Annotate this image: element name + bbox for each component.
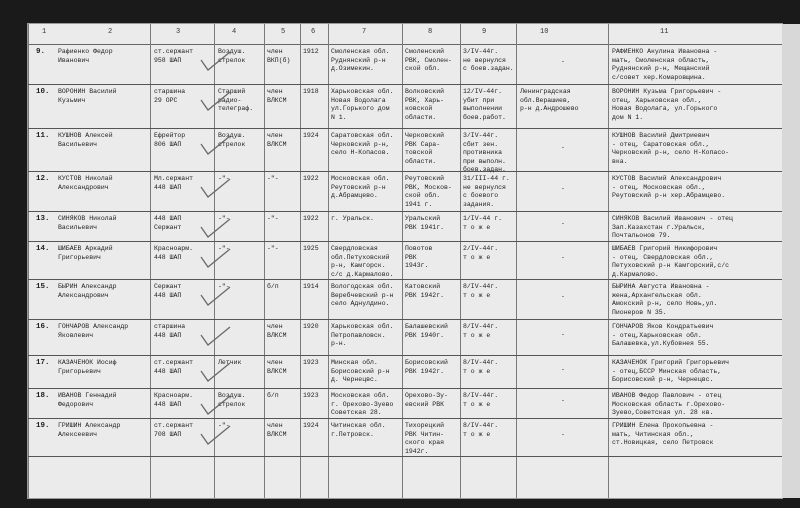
cell-place: -: [561, 331, 565, 338]
document-sheet: [28, 24, 782, 498]
cell-party: б/п: [267, 283, 279, 290]
cell-birth: Саратовская обл. Черковский р-н, село Н-Копасов.: [331, 132, 394, 156]
cell-rank: старшина 448 ШАП: [154, 323, 186, 339]
cell-num: 15.: [36, 283, 50, 291]
cell-post: -"-: [218, 422, 230, 429]
cell-rank: старшина 29 ОРС: [154, 88, 186, 104]
column-number: 11: [660, 28, 669, 36]
checkmark-icon: [198, 177, 234, 201]
cell-relatives: КУСТОВ Василий Александрович - отец, Московская обл., Реутовский р-н хер.Абрамцево.: [612, 175, 726, 199]
checkmark-icon: [198, 90, 234, 114]
table-row: [28, 171, 782, 212]
cell-name: ГРИШИН Александр Алексеевич: [58, 422, 121, 438]
checkmark-icon: [198, 394, 234, 418]
column-number: 1: [42, 28, 47, 36]
cell-year: 1920: [303, 323, 319, 330]
cell-birth: Читинская обл. г.Петровск.: [331, 422, 386, 438]
cell-year: 1925: [303, 245, 319, 252]
cell-party: член ВЛКСМ: [267, 88, 287, 104]
table-row: [28, 279, 782, 320]
cell-party: член ВКП(б): [267, 48, 291, 64]
cell-num: 9.: [36, 48, 46, 56]
checkmark-icon: [198, 325, 234, 349]
cell-relatives: ГОНЧАРОВ Яков Кондратьевич - отец,Харьковская обл. Балашевка,ул.Кубовнея 55.: [612, 323, 714, 347]
checkmark-icon: [198, 247, 234, 271]
cell-called: Борисовский РВК 1942г.: [405, 359, 448, 375]
cell-num: 13.: [36, 215, 50, 223]
cell-rank: Мл.сержант 448 ШАП: [154, 175, 194, 191]
table-row: [28, 241, 782, 280]
cell-year: 1923: [303, 359, 319, 366]
cell-place: -: [561, 293, 565, 300]
cell-rank: Красноарм. 448 ШАП: [154, 245, 194, 261]
cell-fate: 31/III-44 г. не вернулся с боевого задания.: [463, 175, 510, 208]
checkmark-icon: [198, 50, 234, 74]
cell-birth: Московская обл. Реутовский р-н д.Абрамцево.: [331, 175, 390, 199]
cell-name: ШИБАЕВ Аркадий Григорьевич: [58, 245, 113, 261]
cell-post: Старший радио- телеграф.: [218, 88, 254, 112]
cell-birth: Вологодская обл. Веребчевский р-н село Аднулдино.: [331, 283, 394, 307]
cell-relatives: БЫРИНА Августа Ивановна - жена,Архангельская обл. Амокский р-н, село Новь,ул. Пионеров N 35.: [612, 283, 718, 316]
cell-name: ИВАНОВ Геннадий Федорович: [58, 392, 117, 408]
cell-relatives: РАФИЕНКО Акулина Ивановна - мать, Смоленская область, Руднянский р-н, Мещанский с/совет хер.Комаровщина.: [612, 48, 718, 81]
cell-name: Рафиенко Федор Иванович: [58, 48, 113, 64]
cell-year: 1918: [303, 88, 319, 95]
column-number: 8: [428, 28, 433, 36]
cell-num: 17.: [36, 359, 50, 367]
cell-party: член ВЛКСМ: [267, 359, 287, 375]
cell-fate: 1/IV-44 г. т о ж е: [463, 215, 503, 231]
cell-rank: ст.сержант 958 ШАП: [154, 48, 194, 64]
cell-birth: Минская обл. Борисовский р-н д. Чернецвс.: [331, 359, 390, 383]
cell-post: -"-: [218, 245, 230, 252]
table-row: [28, 44, 782, 85]
cell-birth: г. Уральск.: [331, 215, 374, 222]
column-number: 10: [540, 28, 549, 36]
column-header-row: [28, 24, 782, 45]
cell-called: Волковский РВК, Харь- ковской области.: [405, 88, 445, 121]
cell-birth: Московская обл. г. Орехово-Зуево Советская 28.: [331, 392, 394, 416]
table-row: [28, 211, 782, 242]
cell-called: Катовский РВК 1942г.: [405, 283, 445, 299]
cell-fate: 8/IV-44г. т о ж е: [463, 422, 499, 438]
cell-birth: Смоленская обл. Руднянский р-н д.Озимекин.: [331, 48, 390, 72]
cell-relatives: КУШНОВ Василий Дмитриевич - отец, Саратовская обл., Черковский р-н, село Н-Копасо- вка.: [612, 132, 730, 165]
cell-called: Тихорецкий РВК Читин- ского края 1942г.: [405, 422, 445, 455]
cell-fate: 12/IV-44г. убит при выполнении боев.работ.: [463, 88, 506, 121]
cell-rank: Красноарм. 448 ШАП: [154, 392, 194, 408]
cell-relatives: КАЗАЧЕНОК Григорий Григорьевич - отец,БССР Минская область, Борисовский р-н, Чернецвс.: [612, 359, 730, 383]
cell-called: Балашевский РВК 1940г.: [405, 323, 448, 339]
cell-year: 1912: [303, 48, 319, 55]
cell-year: 1924: [303, 422, 319, 429]
cell-fate: 2/IV-44г. т о ж е: [463, 245, 499, 261]
cell-place: Ленинградская обл.Верашиев, р-н д.Андрошево: [520, 88, 579, 112]
cell-called: Черковский РВК Сара- товской области.: [405, 132, 445, 165]
cell-relatives: ВОРОНИН Кузьма Григорьевич - отец, Харьковская обл., Новая Водолага, ул.Горького дом N 1.: [612, 88, 722, 121]
cell-called: Смоленский РВК, Смолен- ской обл.: [405, 48, 452, 72]
cell-party: -"-: [267, 245, 279, 252]
cell-birth: Свердловская обл.Петуховский р-н, Камгорск. с/с д.Кармалово.: [331, 245, 394, 278]
cell-num: 16.: [36, 323, 50, 331]
cell-post: -"-: [218, 215, 230, 222]
cell-relatives: СИНЯКОВ Василий Иванович - отец Зап.Казахстан г.Уральск, Почтальонов 79.: [612, 215, 733, 239]
cell-party: член ВЛКСМ: [267, 323, 287, 339]
cell-rank: ст.сержант 708 ШАП: [154, 422, 194, 438]
table-row: [28, 355, 782, 389]
cell-place: -: [561, 220, 565, 227]
cell-relatives: ШИБАЕВ Григорий Никифорович - отец, Свердловская обл., Петуховский р-н Камгорский,с/с д.Кармалово.: [612, 245, 730, 278]
cell-party: член ВЛКСМ: [267, 422, 287, 438]
cell-fate: 3/IV-44г. не вернулся с боев.задан.: [463, 48, 514, 72]
cell-birth: Харьковская обл. Петропавловск. р-н.: [331, 323, 394, 347]
cell-place: -: [561, 365, 565, 373]
cell-place: -: [561, 397, 565, 404]
cell-party: б/п: [267, 392, 279, 399]
cell-party: -"-: [267, 175, 279, 182]
cell-birth: Харьковская обл. Новая Водолага ул.Горького дом N 1.: [331, 88, 394, 121]
cell-year: 1922: [303, 175, 319, 182]
cell-post: Воздуш. стрелок: [218, 48, 246, 64]
cell-name: ВОРОНИН Василий Кузьмич: [58, 88, 117, 104]
cell-place: -: [561, 143, 565, 151]
checkmark-icon: [198, 285, 234, 309]
cell-post: Воздуш. стрелок: [218, 132, 246, 148]
cell-fate: 8/IV-44г. т о ж е: [463, 359, 499, 375]
cell-rank: ст.сержант 448 ШАП: [154, 359, 194, 375]
cell-called: Реутовский РВК, Москов- ской обл. 1941 г.: [405, 175, 452, 208]
cell-called: Уральский РВК 1941г.: [405, 215, 445, 231]
cell-name: ГОНЧАРОВ Александр Яковлевич: [58, 323, 129, 339]
cell-name: КУСТОВ Николай Александрович: [58, 175, 113, 191]
cell-num: 12.: [36, 175, 50, 183]
cell-party: -"-: [267, 215, 279, 222]
cell-num: 14.: [36, 245, 50, 253]
cell-fate: 8/IV-44г. т о ж е: [463, 283, 499, 299]
cell-post: Воздуш. стрелок: [218, 392, 246, 408]
checkmark-icon: [198, 217, 234, 241]
cell-name: КАЗАЧЕНОК Иосиф Григорьевич: [58, 359, 117, 375]
cell-relatives: ГРИШИН Елена Прокопьевна - мать, Читинская обл., ст.Новицкая, село Петровск: [612, 422, 714, 446]
cell-place: -: [561, 185, 565, 192]
table-row: [28, 84, 782, 129]
column-number: 2: [108, 28, 113, 36]
cell-rank: 448 ШАП Сержант: [154, 215, 182, 231]
cell-year: 1922: [303, 215, 319, 222]
cell-num: 11.: [36, 132, 50, 140]
checkmark-icon: [198, 361, 234, 385]
cell-fate: 8/IV-44г. т о ж е: [463, 392, 499, 408]
cell-year: 1924: [303, 132, 319, 139]
cell-name: КУШНОВ Алексей Васильевич: [58, 132, 113, 148]
table-row: [28, 418, 782, 457]
cell-year: 1914: [303, 283, 319, 290]
cell-num: 19.: [36, 422, 50, 430]
column-number: 7: [362, 28, 367, 36]
cell-rank: Сержант 448 ШАП: [154, 283, 182, 299]
cell-fate: 8/IV-44г. т о ж е: [463, 323, 499, 339]
cell-place: -: [561, 431, 565, 438]
table-row: [28, 388, 782, 419]
checkmark-icon: [198, 134, 234, 158]
column-number: 9: [482, 28, 487, 36]
cell-post: -"-: [218, 175, 230, 182]
checkmark-icon: [198, 424, 234, 448]
cell-name: БЫРИН Александр Александрович: [58, 283, 117, 299]
table-row: [28, 128, 782, 172]
cell-party: член ВЛКСМ: [267, 132, 287, 148]
cell-post: -"-: [218, 283, 230, 290]
cell-relatives: ИВАНОВ Федор Павлович - отец Московская область г.Орехово- Зуево,Советская ул. 28 кв.: [612, 392, 726, 416]
column-number: 5: [281, 28, 286, 36]
cell-num: 18.: [36, 392, 50, 400]
cell-name: СИНЯКОВ Николай Васильевич: [58, 215, 117, 231]
column-number: 3: [176, 28, 181, 36]
cell-called: Орехово-Зу- евский РВК: [405, 392, 448, 408]
cell-called: Повотов РВК 1943г.: [405, 245, 433, 269]
cell-year: 1923: [303, 392, 319, 399]
cell-place: -: [561, 254, 565, 261]
column-number: 4: [232, 28, 237, 36]
cell-rank: Ефрейтор 806 ШАП: [154, 132, 186, 148]
column-number: 6: [311, 28, 316, 36]
cell-post: Летчик: [218, 359, 242, 366]
table-row: [28, 319, 782, 356]
cell-fate: 3/IV-44г. сбит зен. противника при выполн. боев.задан.: [463, 132, 506, 173]
cell-num: 10.: [36, 88, 50, 96]
binding-edge: [782, 24, 800, 498]
cell-place: -: [561, 58, 565, 65]
